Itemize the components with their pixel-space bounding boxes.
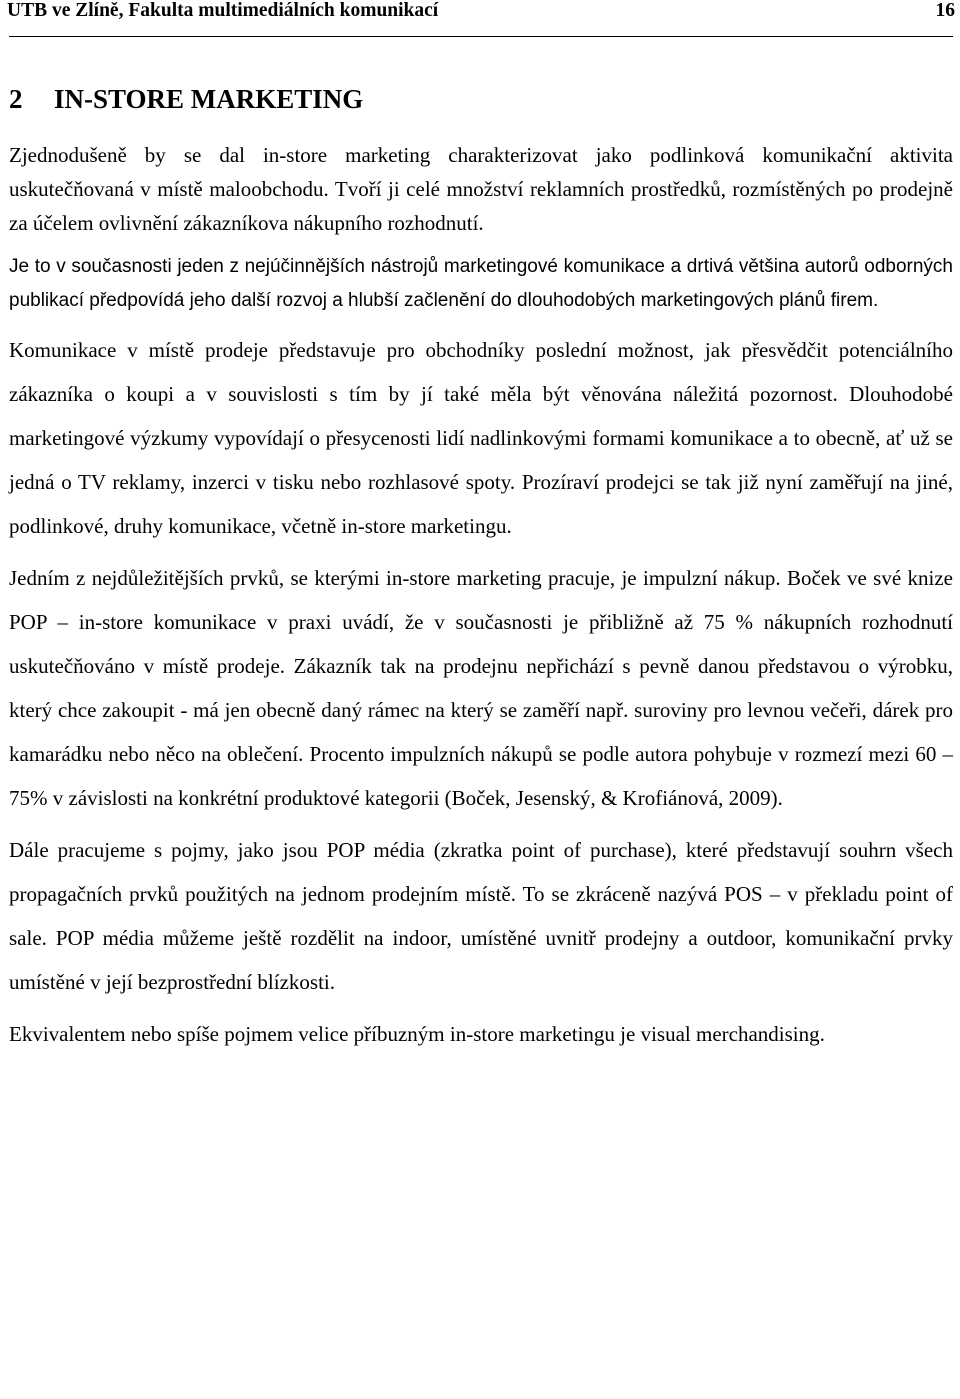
chapter-number: 2 (9, 84, 23, 114)
paragraph-1: Zjednodušeně by se dal in-store marketing charakterizovat jako podlinková komunikační aktivita uskutečňovaná v místě maloobchodu. Tvoří ji celé množství reklamních prostředků, rozmístěných po prodejně za účelem ovlivnění zákazníkova nákupního rozhodnutí. (9, 143, 953, 235)
paragraph-2: Je to v současnosti jeden z nejúčinnějších nástrojů marketingové komunikace a drtivá většina autorů odborných publikací předpovídá jeho další rozvoj a hlubší začlenění do dlouhodobých marketingových plánů firem. (9, 256, 953, 311)
paragraph-6: Ekvivalentem nebo spíše pojmem velice příbuzným in-store marketingu je visual merchandising. (9, 1022, 825, 1046)
running-header (9, 0, 953, 37)
paragraph-4: Jedním z nejdůležitějších prvků, se kterými in-store marketing pracuje, je impulzní nákup. Boček ve své knize POP – in-store komunikace v praxi uvádí, že v současnosti je přibližně až 75 % nákupních rozhodnutí uskutečňováno v místě prodeje. Zákazník tak na prodejnu nepřichází s pevně danou představou o výrobku, který chce zakoupit - má jen obecně daný rámec na který se zaměří např. suroviny pro levnou večeři, dárek pro kamarádku nebo něco na oblečení. Procento impulzních nákupů se podle autora pohybuje v rozmezí mezi 60 – 75% v závislosti na konkrétní produktové kategorii (Boček, Jesenský, & Krofiánová, 2009). (9, 566, 953, 810)
header-institution: UTB ve Zlíně, Fakulta multimediálních komunikací (7, 0, 439, 21)
chapter-title: IN-STORE MARKETING (54, 84, 364, 114)
document-page (9, 0, 953, 1056)
paragraph-3: Komunikace v místě prodeje představuje pro obchodníky poslední možnost, jak přesvědčit potenciálního zákazníka o koupi a v souvislosti s tím by jí také měla být věnována náležitá pozornost. Dlouhodobé marketingové výzkumy vypovídají o přesycenosti lidí nadlinkovými formami komunikace a to obecně, ať už se jedná o TV reklamy, inzerci v tisku nebo rozhlasové spoty. Prozíraví prodejci se tak již nyní zaměřují na jiné, podlinkové, druhy komunikace, včetně in-store marketingu. (9, 338, 953, 538)
header-page-number: 16 (935, 0, 955, 21)
paragraph-5: Dále pracujeme s pojmy, jako jsou POP média (zkratka point of purchase), které představují souhrn všech propagačních prvků použitých na jednom prodejním místě. To se zkráceně nazývá POS – v překladu point of sale. POP média můžeme ještě rozdělit na indoor, umístěné uvnitř prodejny a outdoor, komunikační prvky umístěné v její bezprostřední blízkosti. (9, 838, 953, 994)
chapter-heading (9, 82, 953, 116)
